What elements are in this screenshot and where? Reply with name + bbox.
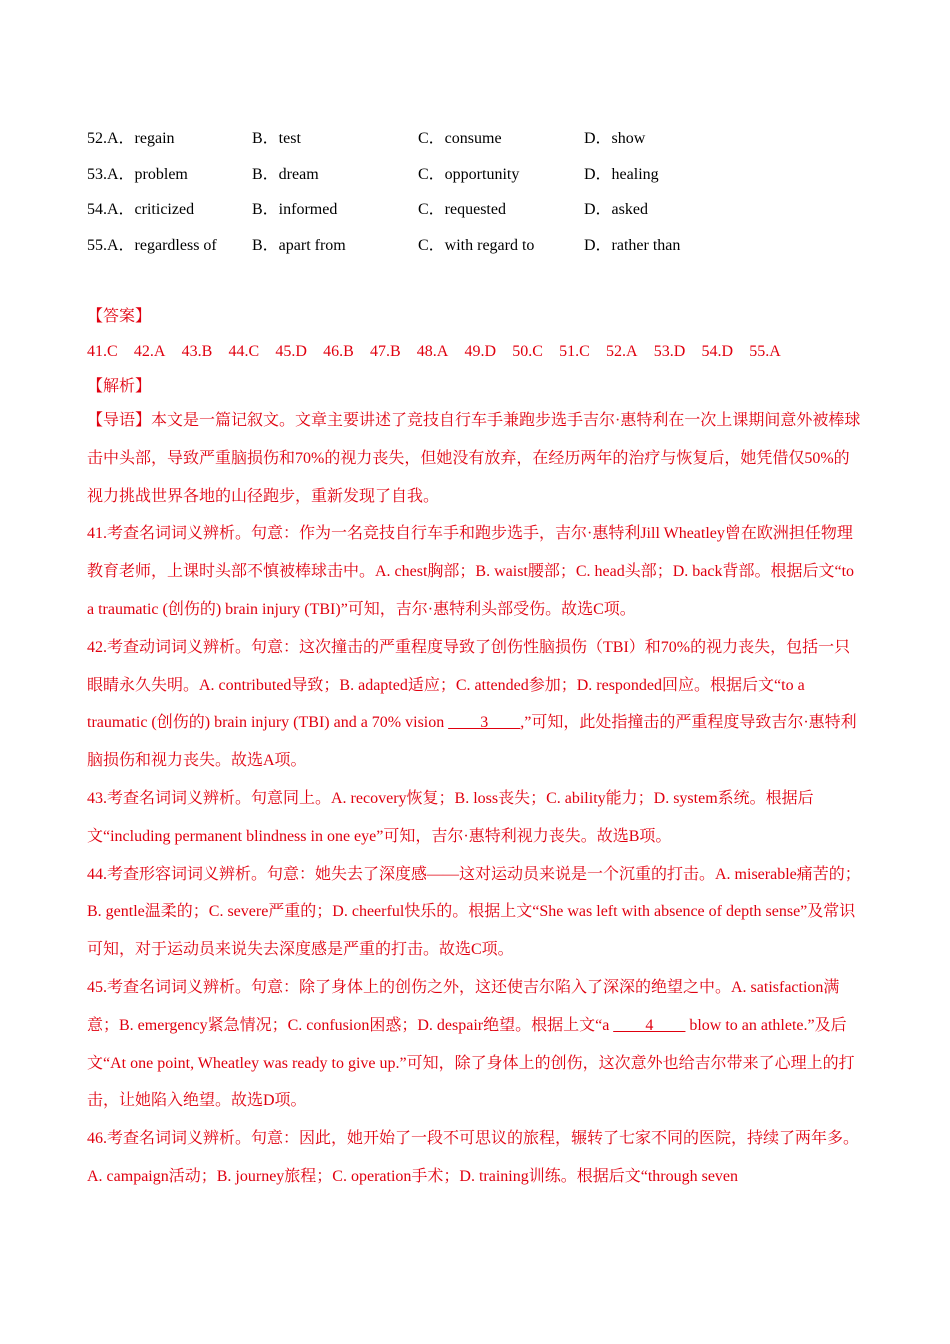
intro-paragraph: 【导语】本文是一篇记叙文。文章主要讲述了竞技自行车手兼跑步选手吉尔·惠特利在一次上课期间意外被棒球击中头部，导致严重脑损伤和70%的视力丧失，但她没有放弃，在经历两年的治疗与恢复后，她凭借仅50%的视力挑战世界各地的山径跑步，重新发现了自我。 bbox=[87, 412, 861, 505]
option-c: C．requested bbox=[418, 201, 506, 218]
option-row-55 bbox=[87, 233, 877, 269]
option-d: D．rather than bbox=[584, 236, 681, 254]
option-c: C．consume bbox=[418, 130, 502, 147]
option-b: B．informed bbox=[252, 201, 338, 218]
option-d: D．healing bbox=[584, 165, 659, 183]
option-a: 55.A．regardless of bbox=[87, 236, 217, 254]
explanation-text: 45.考查名词词义辨析。句意：除了身体上的创伤之外，这还使吉尔陷入了深深的绝望之中。A. satisfaction满意；B. emergency紧急情况；C. confusion困惑；D. despair绝望。根据上文“a bbox=[87, 978, 840, 1034]
explanation-43: 43.考查名词词义辨析。句意同上。A. recovery恢复；B. loss丧失；C. ability能力；D. system系统。根据后文“including permanent blindness in one eye”可知，吉尔·惠特利视力丧失。故选B项。 bbox=[87, 789, 814, 845]
analysis-body bbox=[87, 402, 863, 1196]
answer-key: 55.A bbox=[749, 343, 781, 360]
explanation-46: 46.考查名词词义辨析。句意：因此，她开始了一段不可思议的旅程，辗转了七家不同的医院，持续了两年多。A. campaign活动；B. journey旅程；C. operation手术；D. training训练。根据后文“through seven bbox=[87, 1130, 860, 1185]
option-d: D．asked bbox=[584, 201, 648, 218]
answer-key: 52.A bbox=[606, 343, 638, 360]
explanation-45 bbox=[87, 969, 863, 1120]
answer-key: 41.C bbox=[87, 343, 118, 360]
answer-key: 43.B bbox=[181, 343, 213, 360]
explanation-42 bbox=[87, 629, 863, 780]
answer-heading: 【答案】 bbox=[87, 308, 152, 325]
answer-key: 47.B bbox=[369, 343, 401, 360]
option-a: 54.A．criticized bbox=[87, 201, 195, 218]
option-c: C．opportunity bbox=[418, 165, 520, 183]
answer-key: 50.C bbox=[512, 343, 543, 360]
options-table bbox=[87, 126, 877, 268]
option-c: C．with regard to bbox=[418, 236, 535, 254]
answer-key: 46.B bbox=[323, 343, 354, 360]
option-b: B．dream bbox=[252, 165, 319, 183]
answer-key: 42.A bbox=[133, 343, 166, 360]
option-row-53 bbox=[87, 162, 877, 198]
option-b: B．test bbox=[252, 130, 301, 147]
answer-key: 48.A bbox=[416, 343, 449, 360]
answer-key: 44.C bbox=[228, 343, 260, 360]
analysis-heading: 【解析】 bbox=[87, 378, 152, 395]
option-b: B．apart from bbox=[252, 236, 346, 254]
explanation-44: 44.考查形容词词义辨析。句意：她失去了深度感——这对运动员来说是一个沉重的打击。A. miserable痛苦的；B. gentle温柔的；C. severe严重的；D. cheerful快乐的。根据上文“She was left with absence of depth sense”及常识可知，对于运动员来说失去深度感是严重的打击。故选C项。 bbox=[87, 865, 861, 959]
explanation-text: ,”可知，此处指撞击的严重程度导致吉尔·惠特利脑损伤和视力丧失。故选A项。 bbox=[87, 714, 857, 770]
option-row-52 bbox=[87, 126, 877, 162]
explanation-41: 41.考查名词词义辨析。句意：作为一名竞技自行车手和跑步选手，吉尔·惠特利Jill Wheatley曾在欧洲担任物理教育老师，上课时头部不慎被棒球击中。A. chest胸部；B. waist腰部；C. head头部；D. back背部。根据后文“to a traumatic (创伤的) brain injury (TBI)”可知，吉尔·惠特利头部受伤。故选C项。 bbox=[87, 525, 855, 618]
answer-key: 51.C bbox=[559, 343, 590, 360]
blank-marker: ____4____ bbox=[613, 1016, 686, 1034]
answer-keys bbox=[87, 339, 797, 365]
explanation-text: blow to an athlete.”及后文“At one point, Wheatley was ready to give up.”可知，除了身体上的创伤，这次意外也给吉尔带来了心理上的打击，让她陷入绝望。故选D项。 bbox=[87, 1016, 855, 1110]
option-a: 53.A．problem bbox=[87, 165, 188, 183]
blank-marker: ____3____ bbox=[448, 714, 521, 732]
answer-key: 49.D bbox=[464, 343, 497, 360]
answer-key: 45.D bbox=[275, 343, 307, 360]
answer-key: 54.D bbox=[701, 343, 734, 360]
option-row-54 bbox=[87, 197, 877, 233]
explanation-text: 42.考查动词词义辨析。句意：这次撞击的严重程度导致了创伤性脑损伤（TBI）和70%的视力丧失，包括一只眼睛永久失明。A. contributed导致；B. adapted适应；C. attended参加；D. responded回应。根据后文“to a traumatic (创伤的) brain injury (TBI) and a 70% vision bbox=[87, 638, 851, 732]
option-d: D．show bbox=[584, 130, 646, 147]
answer-key: 53.D bbox=[653, 343, 686, 360]
option-a: 52.A．regain bbox=[87, 130, 175, 147]
